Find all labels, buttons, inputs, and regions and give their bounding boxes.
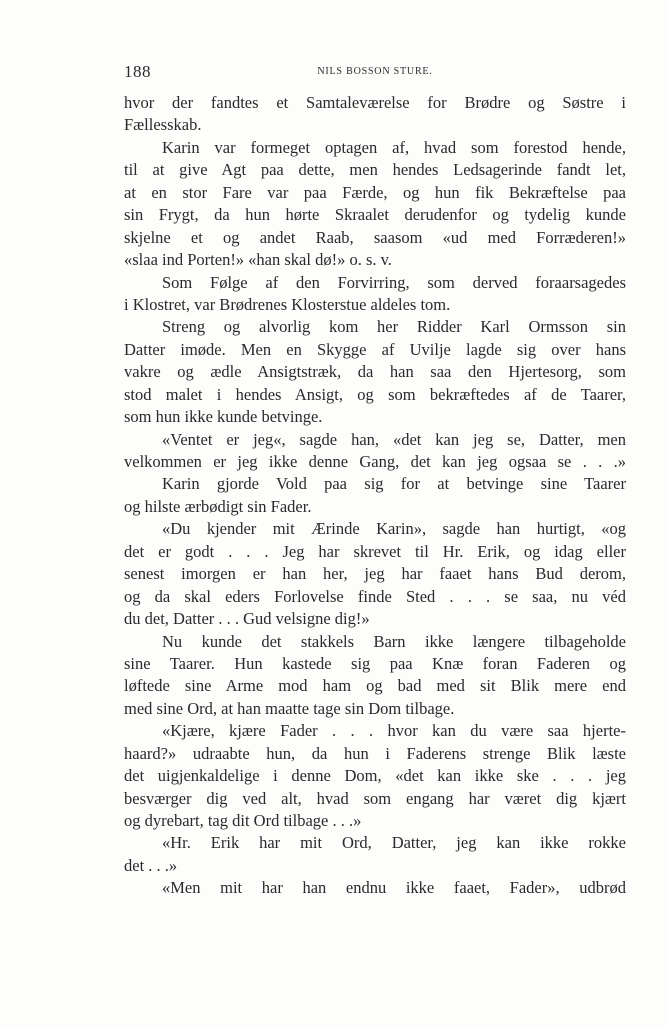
- text-line: Streng og alvorlig kom her Ridder Karl Ormsson sin: [162, 317, 626, 337]
- text-line: «Hr. Erik har mit Ord, Datter, jeg kan ikke rokke: [162, 833, 626, 853]
- text-line: løftede sine Arme mod ham og bad med sit Blik mere end: [124, 676, 626, 696]
- text-line: du det, Datter . . . Gud velsigne dig!»: [124, 609, 370, 629]
- text-line: «Men mit har han endnu ikke faaet, Fader», udbrød: [162, 878, 626, 898]
- text-line: sine Taarer. Hun kastede sig paa Knæ foran Faderen og: [124, 653, 626, 673]
- text-line: haard?» udraabte hun, da hun i Faderens strenge Blik læste: [124, 743, 626, 763]
- text-line: som hun ikke kunde betvinge.: [124, 407, 323, 427]
- text-line: at en stor Fare var paa Færde, og hun fik Bekræftelse paa: [124, 182, 626, 202]
- text-line: det uigjenkaldelige i denne Dom, «det kan ikke ske . . . jeg: [124, 766, 626, 786]
- text-line: besværger dig ved alt, hvad som engang har været dig kjært: [124, 788, 626, 808]
- text-line: skjelne et og andet Raab, saasom «ud med Forræderen!»: [124, 227, 626, 247]
- text-line: velkommen er jeg ikke denne Gang, det kan jeg ogsaa se . . .»: [124, 452, 626, 471]
- text-line: med sine Ord, at han maatte tage sin Dom tilbage.: [124, 698, 455, 718]
- page-number: 188: [124, 62, 151, 81]
- text-line: og dyrebart, tag dit Ord tilbage . . .»: [124, 811, 362, 830]
- text-line: «Du kjender mit Ærinde Karin», sagde han hurtigt, «og: [162, 519, 626, 539]
- body-text: [124, 92, 626, 900]
- text-line: sin Frygt, da hun hørte Skraalet derudenfor og tydelig kunde: [124, 205, 626, 225]
- text-line: «Kjære, kjære Fader . . . hvor kan du være saa hjerte-: [162, 721, 626, 741]
- text-line: og da skal eders Forlovelse finde Sted . . . se saa, nu véd: [124, 586, 626, 606]
- text-line: Karin var formeget optagen af, hvad som forestod hende,: [162, 137, 626, 157]
- text-line: stod malet i hendes Ansigt, og som bekræftedes af de Taarer,: [124, 384, 626, 404]
- text-line: det . . .»: [124, 855, 178, 875]
- running-title: NILS BOSSON STURE.: [317, 66, 433, 77]
- text-line: Fællesskab.: [124, 115, 202, 135]
- text-line: og hilste ærbødigt sin Fader.: [124, 496, 312, 516]
- text-line: Nu kunde det stakkels Barn ikke længere tilbageholde: [162, 631, 626, 651]
- text-line: til at give Agt paa dette, men hendes Ledsagerinde fandt let,: [124, 160, 626, 180]
- text-line: vakre og ædle Ansigtstræk, da han saa den Hjertesorg, som: [124, 362, 626, 382]
- text-line: det er godt . . . Jeg har skrevet til Hr. Erik, og idag eller: [124, 541, 626, 561]
- text-line: senest imorgen er han her, jeg har faaet hans Bud derom,: [124, 564, 626, 584]
- text-line: Karin gjorde Vold paa sig for at betvinge sine Taarer: [162, 474, 626, 494]
- text-line: Som Følge af den Forvirring, som derved foraarsagedes: [162, 272, 626, 292]
- text-line: Datter imøde. Men en Skygge af Uvilje lagde sig over hans: [124, 339, 626, 359]
- page-header: [124, 62, 626, 82]
- text-line: i Klostret, var Brødrenes Klosterstue aldeles tom.: [124, 294, 451, 314]
- text-line: hvor der fandtes et Samtaleværelse for Brødre og Søstre i: [124, 93, 626, 112]
- text-line: «Ventet er jeg«, sagde han, «det kan jeg se, Datter, men: [162, 429, 626, 449]
- text-line: «slaa ind Porten!» «han skal dø!» o. s. v.: [124, 250, 392, 270]
